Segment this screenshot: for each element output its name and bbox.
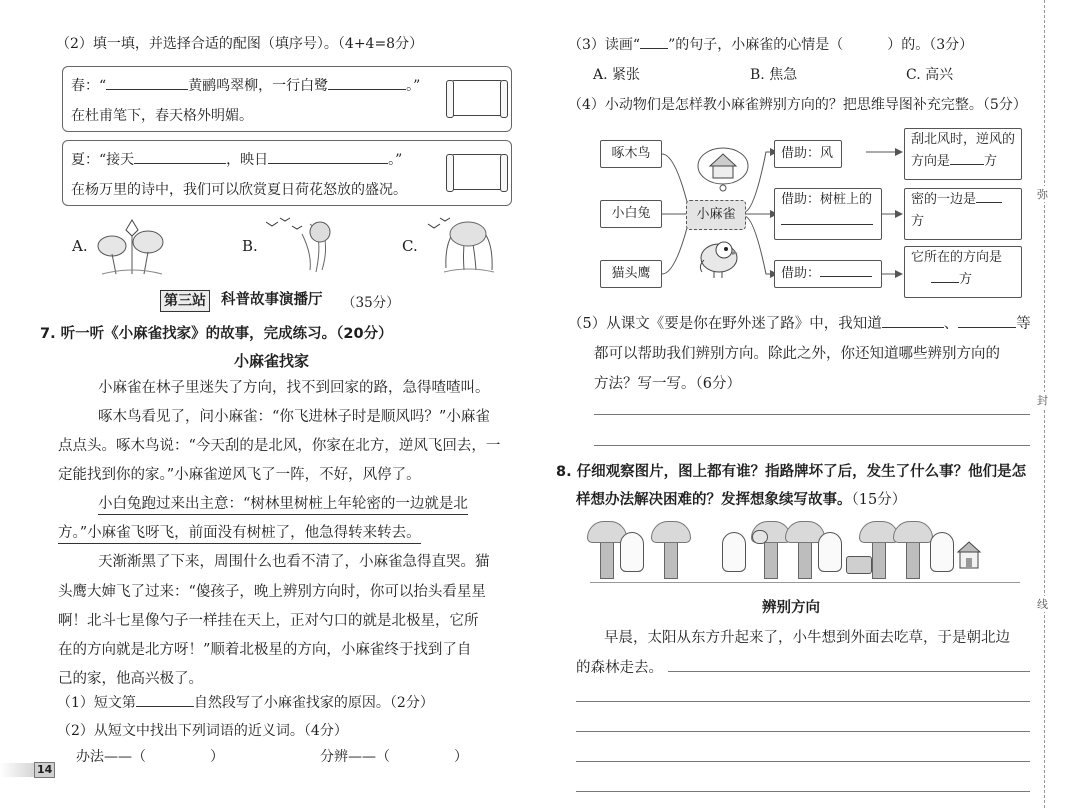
comic-ground-line (590, 582, 1020, 583)
story-line: 啊！北斗七星像勺子一样挂在天上，正对勺口的就是北极星，它所 (58, 613, 479, 629)
story-line: 天渐渐黑了下来，周围什么也看不清了，小麻雀急得直哭。猫 (98, 554, 490, 570)
q8-line1: 8. 仔细观察图片，图上都有谁？指路牌坏了后，发生了什么事？他们是怎 (556, 464, 1027, 480)
spring-poem-box (62, 66, 512, 132)
story-title: 小麻雀找家 (234, 352, 310, 370)
q5-answer-line-1[interactable] (594, 414, 1030, 415)
answer-wind-label: 方向是 (911, 154, 951, 169)
story-line: 小麻雀在林子里迷失了方向，找不到回家的路，急得喳喳叫。 (98, 380, 490, 396)
house-thought-bubble-icon (696, 144, 750, 192)
spring-suffix: 。” (406, 78, 421, 94)
summer-blank-2[interactable] (268, 150, 388, 164)
node-rabbit: 小白兔 (600, 200, 662, 228)
house-icon (956, 540, 982, 570)
summer-suffix: 。” (388, 152, 403, 168)
summer-blank-1[interactable] (134, 150, 226, 164)
story-line: 己的家，他高兴极了。 (58, 671, 203, 687)
q1-prefix: （1）短文第 (57, 695, 136, 711)
synonym-2[interactable] (320, 746, 468, 766)
comic-title: 辨别方向 (762, 600, 820, 616)
spring-blank-2[interactable] (328, 76, 406, 90)
q3-line (568, 34, 973, 54)
method-stump-text: 借助：树桩上的 (781, 192, 873, 207)
summer-answer-scroll[interactable] (451, 154, 503, 190)
method-wind: 借助：风 (774, 140, 842, 168)
writing-line-2[interactable] (576, 731, 1030, 732)
story-line: 在的方向就是北方呀！”顺着北极星的方向，小麻雀终于找到了自 (58, 642, 472, 658)
summer-mid: ，映日 (226, 152, 269, 168)
answer-wind-line1: 刮北风时，逆风的 (911, 132, 1016, 147)
tree-crown-2 (651, 521, 691, 543)
story-line: 点点头。啄木鸟说：“今天刮的是北风，你家在北方，逆风飞回去，一 (58, 438, 501, 454)
q2-title: （2）填一填，并选择合适的配图（填序号）。（4+4=8分） (56, 36, 424, 52)
answer-star-blank[interactable] (931, 271, 959, 283)
station-score: （35分） (342, 295, 400, 311)
q5-suffix: 等 (1016, 316, 1031, 332)
summer-poem-box (62, 140, 512, 206)
station-title: 科普故事演播厅 (221, 292, 323, 308)
syn1-close: ） (210, 749, 224, 765)
spring-line1 (71, 75, 420, 95)
option-b-label: B. (242, 237, 258, 255)
method-stump-blank[interactable] (781, 213, 873, 225)
q5-blank-2[interactable] (958, 314, 1016, 328)
answer-wind-suffix: 方 (984, 154, 998, 169)
answer-star-suffix: 方 (959, 272, 973, 287)
node-owl: 猫头鹰 (600, 260, 662, 288)
answer-stump-blank[interactable] (976, 191, 1002, 203)
syn2-label: 分辨——（ (320, 749, 390, 765)
story-continue-line2: 的森林走去。 (576, 660, 663, 676)
story-line: 头鹰大婶飞了过来：“傻孩子，晚上辨别方向时，你可以抬头看星星 (58, 584, 486, 600)
option-c-label: C. (402, 237, 418, 255)
node-sparrow: 小麻雀 (686, 200, 746, 230)
page-number: 14 (34, 762, 55, 778)
spring-prefix: 春：“ (71, 78, 107, 94)
story-line: 小白兔跑过来出主意：“树林里树桩上年轮密的一边就是北 (98, 492, 468, 515)
method-stump (774, 188, 882, 240)
q7-title: 7. 听一听《小麻雀找家》的故事，完成练习。（20分） (40, 326, 393, 342)
q1-blank[interactable] (136, 693, 194, 707)
binding-mark-1: 弥 (1037, 188, 1048, 201)
answer-wind (904, 128, 1022, 180)
answer-stump (904, 188, 1022, 240)
method-owl (774, 260, 882, 288)
tree-crown-6 (893, 521, 933, 543)
syn2-close: ） (454, 749, 468, 765)
answer-wind-blank[interactable] (950, 153, 984, 165)
sparrow-bird-icon (694, 234, 744, 280)
summer-line1 (71, 149, 402, 169)
q3-suffix: ）的。（3分） (887, 37, 974, 53)
spring-verse: 黄鹂鸣翠柳，一行白鹭 (188, 78, 329, 94)
answer-stump-label: 密的一边是 (911, 192, 977, 207)
bird-figure (752, 530, 768, 544)
answer-star (904, 246, 1022, 298)
q3-option-c[interactable]: C. 高兴 (906, 67, 954, 83)
summer-line2: 在杨万里的诗中，我们可以欣赏夏日荷花怒放的盛况。 (71, 182, 407, 198)
writing-line-0[interactable] (668, 671, 1030, 672)
calf-figure-2 (722, 532, 746, 572)
station-badge: 第三站 (160, 290, 210, 312)
q1-line (57, 692, 434, 712)
calf-figure-4 (930, 532, 954, 572)
writing-line-1[interactable] (576, 701, 1030, 702)
story-line: 方。”小麻雀飞呀飞，前面没有树桩了，他急得转来转去。 (58, 521, 421, 544)
spring-answer-scroll[interactable] (451, 80, 503, 116)
willow-egret-illustration[interactable] (262, 214, 342, 276)
calf-figure-3 (818, 532, 842, 572)
q5-line2: 都可以帮助我们辨别方向。除此之外，你还知道哪些辨别方向的 (594, 346, 1000, 362)
syn1-label: 办法——（ (76, 749, 146, 765)
summer-prefix: 夏：“接天 (71, 152, 135, 168)
q3-prefix: （3）读画“ (568, 37, 641, 53)
q5-line1 (568, 312, 1031, 333)
option-a-label: A. (72, 237, 88, 255)
answer-stump-suffix: 方 (911, 214, 925, 229)
q8-score: （15分） (851, 492, 907, 508)
synonym-1[interactable] (76, 746, 224, 766)
spring-line2: 在杜甫笔下，春天格外明媚。 (71, 108, 253, 124)
lotus-illustration[interactable] (92, 218, 170, 276)
q4-title: （4）小动物们是怎样教小麻雀辨别方向的？把思维导图补充完整。（5分） (568, 97, 1027, 113)
q5-prefix: （5）从课文《要是你在野外迷了路》中，我知道 (568, 316, 882, 332)
q2b-title: （2）从短文中找出下列词语的近义词。（4分） (57, 723, 348, 739)
q3-option-a[interactable]: A. 紧张 (593, 67, 641, 83)
q5-blank-1[interactable] (882, 314, 944, 328)
answer-star-line1: 它所在的方向是 (911, 250, 1003, 265)
tree-stump (846, 556, 872, 574)
method-owl-blank[interactable] (820, 265, 872, 277)
spring-blank-1[interactable] (106, 76, 188, 90)
q3-mid: ”的句子，小麻雀的心情是（ (668, 37, 844, 53)
method-owl-text: 借助： (781, 266, 821, 281)
q8-line2-text: 样想办法解决困难的？发挥想象续写故事。 (576, 492, 852, 508)
calf-figure-1 (620, 532, 644, 572)
binding-mark-2: 封 (1037, 394, 1048, 407)
story-line: 定能找到你的家。”小麻雀逆风飞了一阵，不好，风停了。 (58, 467, 421, 483)
writing-line-4[interactable] (576, 791, 1030, 792)
q3-blank-1[interactable] (640, 35, 668, 49)
q8-line2 (576, 488, 906, 509)
node-woodpecker: 啄木鸟 (600, 140, 662, 168)
binding-mark-3: 线 (1037, 598, 1048, 611)
q3-option-b[interactable]: B. 焦急 (750, 67, 798, 83)
q1-suffix: 自然段写了小麻雀找家的原因。（2分） (193, 695, 434, 711)
story-continue-line1: 早晨，太阳从东方升起来了，小牛想到外面去吃草，于是朝北边 (604, 630, 1010, 646)
willow-tree-illustration[interactable] (424, 214, 506, 276)
q5-sep: 、 (943, 316, 959, 332)
writing-line-3[interactable] (576, 761, 1030, 762)
q5-line3: 方法？写一写。（6分） (594, 376, 741, 392)
q5-answer-line-2[interactable] (594, 445, 1030, 446)
story-line: 啄木鸟看见了，问小麻雀：“你飞进林子时是顺风吗？”小麻雀 (98, 409, 490, 425)
